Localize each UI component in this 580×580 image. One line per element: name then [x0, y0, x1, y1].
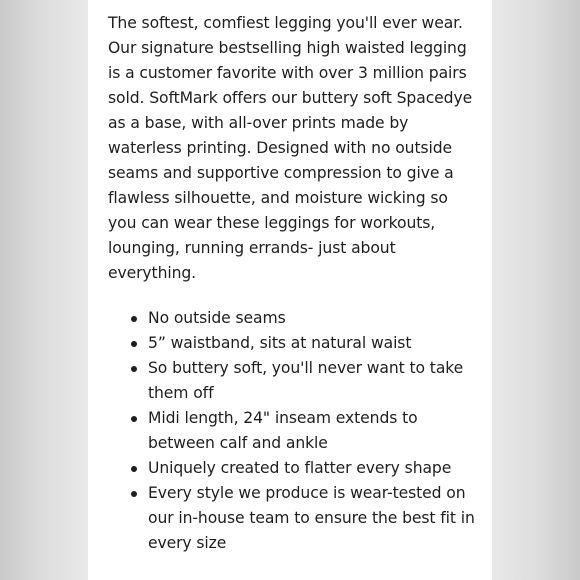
feature-list	[108, 306, 492, 556]
feature-item	[108, 481, 478, 556]
feature-item	[108, 356, 478, 406]
feature-text: Uniquely created to flatter every shape	[148, 459, 452, 477]
feature-item	[108, 456, 478, 481]
feature-item	[108, 306, 478, 331]
feature-text: No outside seams	[148, 309, 286, 327]
feature-text: 5” waistband, sits at natural waist	[148, 334, 412, 352]
feature-text: Midi length, 24" inseam extends to between calf and ankle	[148, 409, 418, 452]
description-paragraph: The softest, comfiest legging you'll ever wear. Our signature bestselling high waisted legging is a customer favorite with over 3 million pairs sold. SoftMark offers our buttery soft Spacedye as a base, with all-over prints made by waterless printing. Designed with no outside seams and supportive compression to give a flawless silhouette, and moisture wicking so you can wear these leggings for workouts, lounging, running errands- just about everything.	[108, 14, 473, 282]
bullet-icon	[131, 466, 137, 472]
bullet-icon	[131, 341, 137, 347]
bullet-icon	[131, 366, 137, 372]
feature-item	[108, 331, 478, 356]
feature-text: So buttery soft, you'll never want to take them off	[148, 359, 464, 402]
bullet-icon	[131, 491, 137, 497]
bullet-icon	[131, 416, 137, 422]
bullet-icon	[131, 316, 137, 322]
feature-text: Every style we produce is wear-tested on our in-house team to ensure the best fit in every size	[148, 484, 475, 552]
product-description-card	[88, 0, 492, 580]
feature-item	[108, 406, 478, 456]
